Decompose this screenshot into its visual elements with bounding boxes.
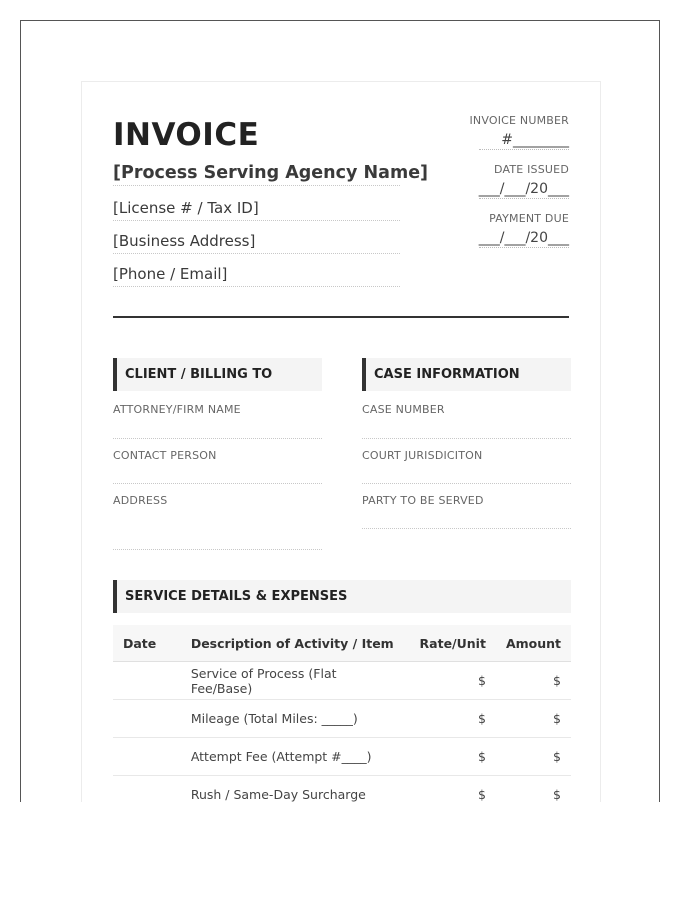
- rate-cell[interactable]: $: [410, 700, 496, 738]
- date-cell[interactable]: [113, 776, 181, 803]
- amount-cell[interactable]: $: [496, 700, 571, 738]
- date-issued-label: DATE ISSUED: [494, 163, 569, 176]
- header-divider: [113, 316, 569, 318]
- license-field[interactable]: [License # / Tax ID]: [113, 196, 400, 221]
- client-section-heading: CLIENT / BILLING TO: [113, 358, 322, 391]
- court-jurisdiction-label: COURT JURISDICITON: [362, 449, 483, 462]
- invoice-title: INVOICE: [113, 117, 260, 153]
- date-cell[interactable]: [113, 738, 181, 776]
- date-cell[interactable]: [113, 662, 181, 700]
- column-header-description: Description of Activity / Item: [181, 625, 410, 662]
- date-issued-block: [419, 163, 569, 199]
- description-cell[interactable]: Service of Process (Flat Fee/Base): [181, 662, 410, 700]
- amount-cell[interactable]: $: [496, 776, 571, 803]
- party-to-be-served-field[interactable]: [362, 494, 571, 529]
- description-cell[interactable]: Rush / Same-Day Surcharge: [181, 776, 410, 803]
- rate-cell[interactable]: $: [410, 776, 496, 803]
- column-header-date: Date: [113, 625, 181, 662]
- rate-cell[interactable]: $: [410, 662, 496, 700]
- contact-person-field[interactable]: [113, 449, 322, 484]
- amount-cell[interactable]: $: [496, 738, 571, 776]
- table-row: [113, 662, 571, 700]
- business-address-field[interactable]: [Business Address]: [113, 229, 400, 254]
- invoice-number-field[interactable]: #________: [479, 131, 569, 150]
- agency-name-field[interactable]: [Process Serving Agency Name]: [113, 161, 400, 186]
- payment-due-block: [419, 212, 569, 248]
- client-address-label: ADDRESS: [113, 494, 168, 507]
- court-jurisdiction-field[interactable]: [362, 449, 571, 484]
- case-number-field[interactable]: [362, 403, 571, 439]
- column-header-amount: Amount: [496, 625, 571, 662]
- attorney-firm-field[interactable]: [113, 403, 322, 439]
- contact-person-label: CONTACT PERSON: [113, 449, 217, 462]
- payment-due-label: PAYMENT DUE: [489, 212, 569, 225]
- services-table: [113, 625, 571, 802]
- case-section-heading: CASE INFORMATION: [362, 358, 571, 391]
- table-row: [113, 700, 571, 738]
- page-frame: [20, 20, 660, 802]
- date-cell[interactable]: [113, 700, 181, 738]
- client-address-field[interactable]: [113, 494, 322, 550]
- date-issued-field[interactable]: ___/___/20___: [478, 181, 569, 197]
- attorney-firm-label: ATTORNEY/FIRM NAME: [113, 403, 241, 416]
- payment-due-field[interactable]: ___/___/20___: [478, 230, 569, 246]
- amount-cell[interactable]: $: [496, 662, 571, 700]
- column-header-rate: Rate/Unit: [410, 625, 496, 662]
- rate-cell[interactable]: $: [410, 738, 496, 776]
- services-section-heading: SERVICE DETAILS & EXPENSES: [113, 580, 571, 613]
- party-to-be-served-label: PARTY TO BE SERVED: [362, 494, 484, 507]
- case-number-label: CASE NUMBER: [362, 403, 445, 416]
- phone-email-field[interactable]: [Phone / Email]: [113, 262, 400, 287]
- table-row: [113, 738, 571, 776]
- invoice-number-block: [419, 114, 569, 150]
- invoice-sheet: [81, 81, 601, 802]
- table-row: [113, 776, 571, 803]
- table-header-row: [113, 625, 571, 662]
- invoice-number-label: INVOICE NUMBER: [469, 114, 569, 127]
- description-cell[interactable]: Mileage (Total Miles: _____): [181, 700, 410, 738]
- description-cell[interactable]: Attempt Fee (Attempt #____): [181, 738, 410, 776]
